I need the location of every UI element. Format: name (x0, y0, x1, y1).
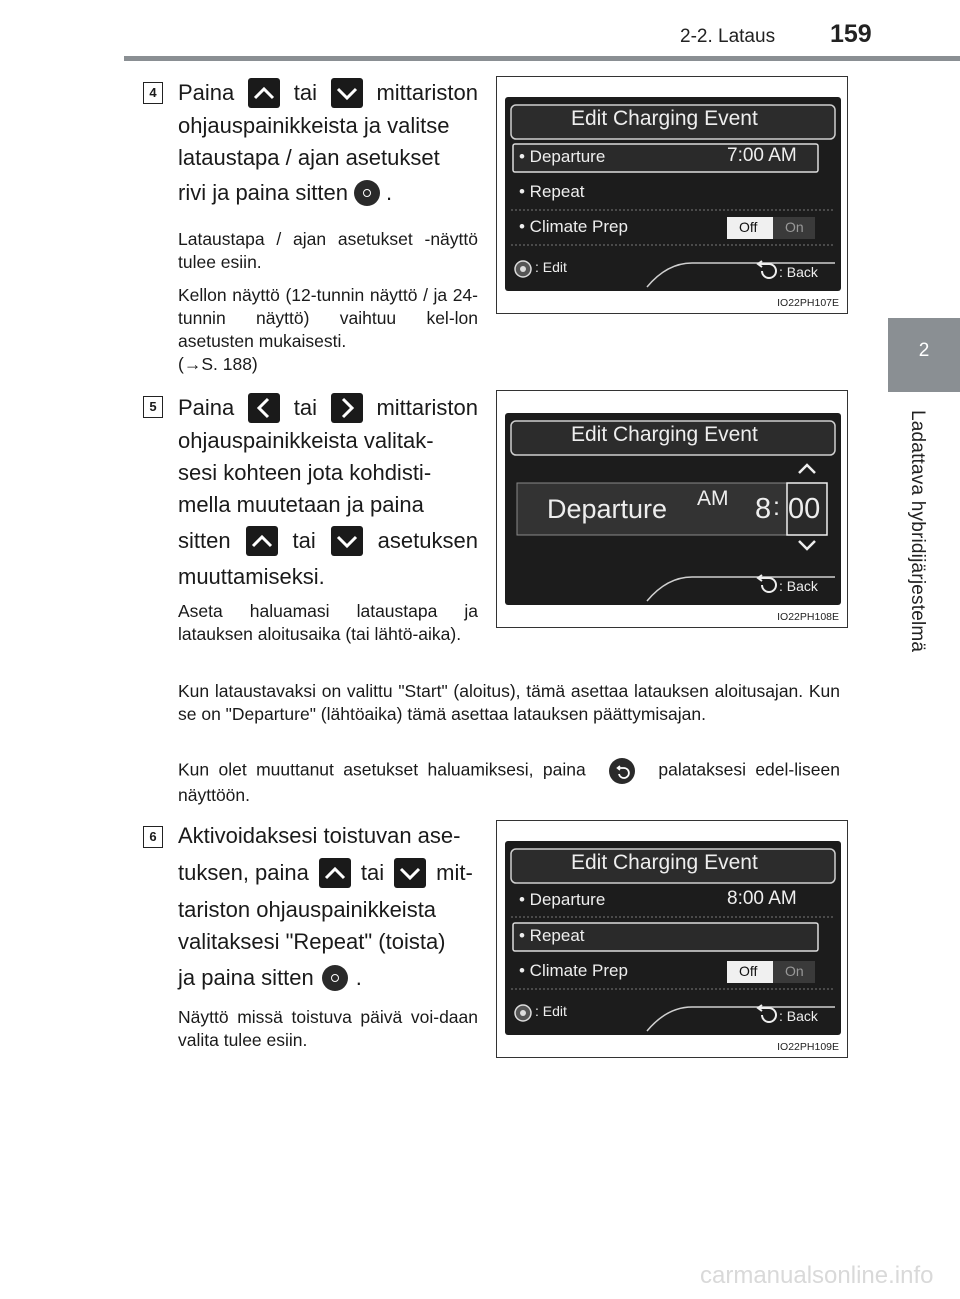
up-button-icon (319, 858, 351, 888)
text: Kellon näyttö (12-tunnin näyttö / ja 24-tunnin näyttö) vaihtuu kel-lon asetusten mukaisesti. (178, 285, 478, 351)
page-header (0, 0, 960, 60)
up-button-icon (248, 78, 280, 108)
text: tai (293, 80, 317, 105)
text: . (355, 965, 362, 990)
row-repeat: • Repeat (519, 926, 585, 945)
step4-instruction (178, 76, 478, 212)
step5-note-1: Aseta haluamasi lataustapa ja latauksen aloitusaika (tai lähtö-aika). (178, 601, 478, 644)
back-button-icon (609, 758, 635, 784)
departure-label: Departure (547, 494, 668, 524)
footer-back: : Back (779, 264, 818, 280)
text: Paina (178, 80, 235, 105)
text: mella muutetaan ja paina (178, 492, 424, 517)
footer-edit: : Edit (535, 1003, 567, 1019)
toggle-off: Off (739, 963, 758, 979)
screen-title: Edit Charging Event (571, 107, 758, 130)
toggle-on: On (785, 219, 804, 235)
down-button-icon (394, 858, 426, 888)
footer-edit: : Edit (535, 259, 567, 275)
paragraph-start-departure: Kun lataustavaksi on valittu "Start" (aloitus), tämä asettaa latauksen aloitusajan. Kun se on "Departure" (lähtöaika) tämä asettaa latauksen päättymisajan. (178, 681, 840, 724)
right-button-icon (331, 393, 363, 423)
ampm-value: AM (697, 487, 729, 510)
text: tariston ohjauspainikkeista (178, 897, 437, 922)
toggle-on: On (785, 963, 804, 979)
down-button-icon (331, 526, 363, 556)
figure-code: IO22PH108E (777, 611, 839, 623)
row-climate-prep: • Climate Prep (519, 961, 628, 980)
step-number: 6 (143, 826, 163, 848)
text: tai (360, 860, 385, 885)
chapter-tab (888, 318, 960, 392)
text: mit- (436, 860, 473, 885)
row-departure: • Departure (519, 890, 606, 909)
chapter-label: Ladattava hybridijärjestelmä (907, 410, 928, 653)
time-colon: : (773, 493, 780, 521)
text: Aktivoidaksesi toistuvan ase- (178, 823, 461, 848)
step-number: 5 (143, 396, 163, 418)
text: muuttamiseksi. (178, 564, 325, 589)
enter-button-icon (354, 180, 380, 206)
step5-instruction (178, 391, 478, 593)
footer-back: : Back (779, 578, 818, 594)
text: mittariston (376, 395, 478, 420)
up-button-icon (246, 526, 278, 556)
text: sitten (178, 528, 231, 553)
text: tuksen, paina (178, 860, 309, 885)
row-repeat: • Repeat (519, 182, 585, 201)
page-number: 159 (830, 20, 872, 48)
minute-value: 00 (788, 493, 821, 525)
text: ja paina sitten (178, 965, 314, 990)
down-button-icon (331, 78, 363, 108)
footer-back: : Back (779, 1008, 818, 1024)
text: tai (293, 395, 317, 420)
step6-instruction (178, 820, 478, 998)
header-rule (124, 56, 960, 61)
text: ohjauspainikkeista ja valitse (178, 113, 450, 138)
text: ohjauspainikkeista valitak- (178, 428, 434, 453)
text: lataustapa / ajan asetukset (178, 145, 440, 170)
figure-screen-repeat (496, 820, 848, 1058)
chapter-number: 2 (918, 340, 930, 361)
screen-title: Edit Charging Event (571, 423, 758, 446)
figure-code: IO22PH107E (777, 297, 839, 309)
text: mittariston (376, 80, 478, 105)
paragraph-back (178, 758, 840, 807)
toggle-off: Off (739, 219, 758, 235)
row-climate-prep: • Climate Prep (519, 217, 628, 236)
figure-screen-departure (496, 390, 848, 628)
text: Kun olet muuttanut asetukset haluamiksesi, paina (178, 759, 586, 780)
text: . (385, 180, 393, 205)
section-title: 2-2. Lataus (680, 26, 776, 47)
enter-button-icon (322, 965, 348, 991)
text: Paina (178, 395, 235, 420)
text: sesi kohteen jota kohdisti- (178, 460, 432, 485)
text: asetuksen (377, 528, 478, 553)
figure-screen-edit (496, 76, 848, 314)
step4-note-1: Lataustapa / ajan asetukset -näyttö tulee esiin. (178, 229, 478, 272)
step4-note-2 (178, 284, 478, 376)
text: valitaksesi "Repeat" (toista) (178, 929, 446, 954)
step-number: 4 (143, 82, 163, 104)
text: rivi ja paina sitten (178, 180, 348, 205)
row-departure-value: 7:00 AM (727, 145, 797, 166)
left-button-icon (248, 393, 280, 423)
figure-code: IO22PH109E (777, 1041, 839, 1053)
row-departure: • Departure (519, 147, 606, 166)
watermark: carmanualsonline.info (700, 1262, 934, 1289)
text: tai (292, 528, 316, 553)
screen-title: Edit Charging Event (571, 851, 758, 874)
row-departure-value: 8:00 AM (727, 888, 797, 909)
page-reference: (→S. 188) (178, 354, 258, 374)
step6-note-1: Näyttö missä toistuva päivä voi-daan valita tulee esiin. (178, 1007, 478, 1050)
hour-value: 8 (755, 493, 772, 525)
text: palataksesi edel-liseen näyttöön. (178, 759, 840, 805)
